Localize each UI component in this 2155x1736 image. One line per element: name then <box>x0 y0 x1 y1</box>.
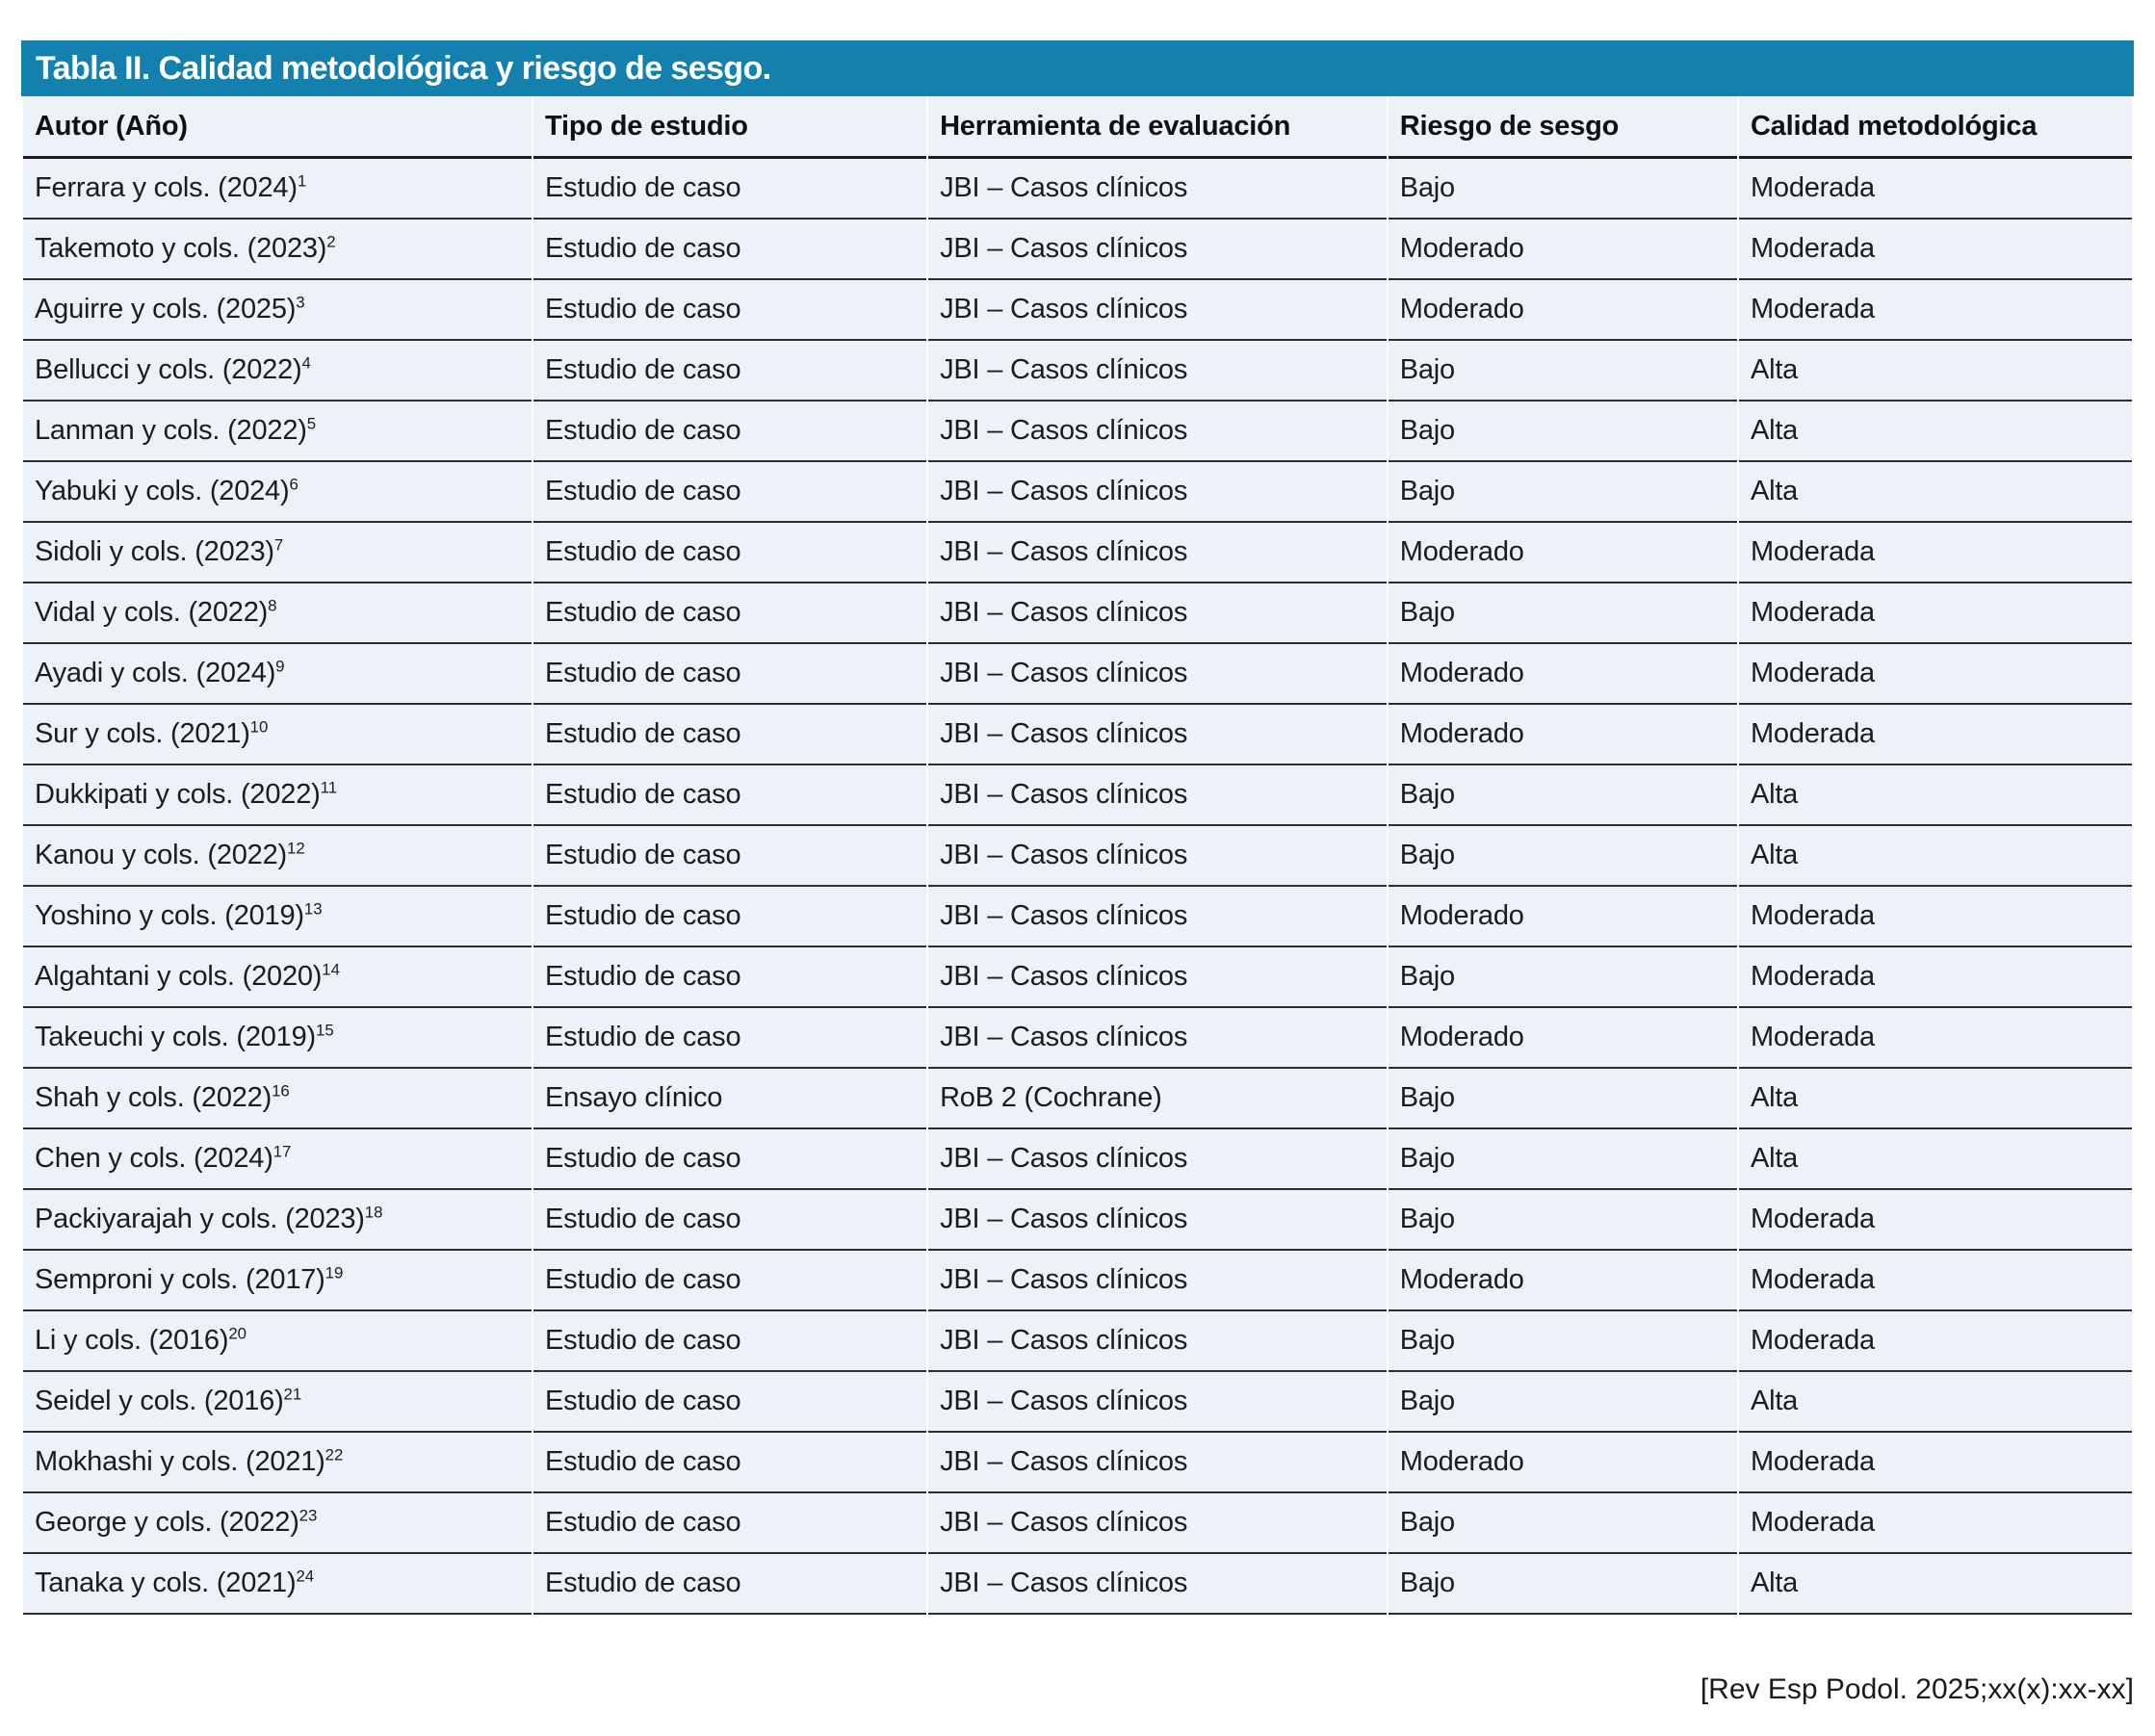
reference-superscript: 14 <box>322 960 340 979</box>
cell-riesgo: Moderado <box>1389 1251 1737 1311</box>
cell-herramienta: JBI – Casos clínicos <box>928 1433 1387 1493</box>
table-row <box>23 1493 2132 1554</box>
cell-calidad: Moderada <box>1739 644 2132 705</box>
cell-herramienta: JBI – Casos clínicos <box>928 523 1387 583</box>
cell-herramienta: JBI – Casos clínicos <box>928 705 1387 765</box>
cell-calidad: Moderada <box>1739 280 2132 341</box>
cell-tipo: Estudio de caso <box>533 1129 926 1190</box>
cell-tipo: Estudio de caso <box>533 1493 926 1554</box>
cell-calidad: Moderada <box>1739 1190 2132 1251</box>
table-row <box>23 1311 2132 1372</box>
col-header-autor: Autor (Año) <box>23 96 532 159</box>
reference-superscript: 6 <box>289 475 299 494</box>
cell-autor: Takeuchi y cols. $(2019)^{15}$ <box>23 1008 532 1069</box>
reference-superscript: 16 <box>272 1081 290 1101</box>
table-row <box>23 462 2132 523</box>
cell-autor: Chen y cols. $(2024)^{17}$ <box>23 1129 532 1190</box>
table-row <box>23 1008 2132 1069</box>
cell-riesgo: Bajo <box>1389 341 1737 402</box>
cell-herramienta: JBI – Casos clínicos <box>928 1008 1387 1069</box>
reference-superscript: 13 <box>303 899 323 919</box>
reference-superscript: 8 <box>268 596 277 615</box>
cell-calidad: Alta <box>1739 765 2132 826</box>
cell-herramienta: JBI – Casos clínicos <box>928 644 1387 705</box>
cell-calidad: Moderada <box>1739 705 2132 765</box>
cell-riesgo: Bajo <box>1389 159 1737 220</box>
cell-autor: Tanaka y cols. $(2021)^{24}$ <box>23 1554 532 1615</box>
cell-tipo: Estudio de caso <box>533 887 926 947</box>
cell-herramienta: JBI – Casos clínicos <box>928 583 1387 644</box>
cell-tipo: Estudio de caso <box>533 826 926 887</box>
cell-riesgo: Moderado <box>1389 705 1737 765</box>
cell-tipo: Estudio de caso <box>533 765 926 826</box>
cell-autor: Dukkipati y cols. $(2022)^{11}$ <box>23 765 532 826</box>
cell-herramienta: JBI – Casos clínicos <box>928 1311 1387 1372</box>
table-row <box>23 887 2132 947</box>
cell-tipo: Estudio de caso <box>533 1190 926 1251</box>
cell-autor: Yabuki y cols. $(2024)^6$ <box>23 462 532 523</box>
cell-herramienta: JBI – Casos clínicos <box>928 341 1387 402</box>
cell-tipo: Estudio de caso <box>533 220 926 280</box>
cell-herramienta: JBI – Casos clínicos <box>928 1251 1387 1311</box>
cell-calidad: Moderada <box>1739 220 2132 280</box>
cell-herramienta: JBI – Casos clínicos <box>928 887 1387 947</box>
cell-tipo: Estudio de caso <box>533 402 926 462</box>
reference-superscript: 7 <box>273 535 284 555</box>
cell-riesgo: Moderado <box>1389 220 1737 280</box>
table-row <box>23 1433 2132 1493</box>
table-row <box>23 765 2132 826</box>
cell-tipo: Estudio de caso <box>533 1554 926 1615</box>
cell-herramienta: JBI – Casos clínicos <box>928 1129 1387 1190</box>
table-row <box>23 1129 2132 1190</box>
cell-calidad: Moderada <box>1739 1008 2132 1069</box>
col-header-riesgo: Riesgo de sesgo <box>1389 96 1737 159</box>
cell-calidad: Moderada <box>1739 159 2132 220</box>
reference-superscript: 1 <box>297 171 307 191</box>
cell-calidad: Moderada <box>1739 1311 2132 1372</box>
reference-superscript: 4 <box>301 353 311 373</box>
reference-superscript: 21 <box>283 1385 302 1404</box>
reference-superscript: 10 <box>249 717 269 737</box>
cell-calidad: Moderada <box>1739 523 2132 583</box>
table-row <box>23 1190 2132 1251</box>
cell-autor: Packiyarajah y cols. $(2023)^{18}$ <box>23 1190 532 1251</box>
cell-autor: Sidoli y cols. $(2023)^7$ <box>23 523 532 583</box>
cell-tipo: Estudio de caso <box>533 947 926 1008</box>
cell-calidad: Alta <box>1739 826 2132 887</box>
cell-calidad: Moderada <box>1739 1251 2132 1311</box>
cell-herramienta: JBI – Casos clínicos <box>928 947 1387 1008</box>
table-row <box>23 159 2132 220</box>
cell-herramienta: JBI – Casos clínicos <box>928 159 1387 220</box>
cell-autor: Li y cols. $(2016)^{20}$ <box>23 1311 532 1372</box>
cell-herramienta: JBI – Casos clínicos <box>928 462 1387 523</box>
col-header-calidad: Calidad metodológica <box>1739 96 2132 159</box>
cell-herramienta: JBI – Casos clínicos <box>928 280 1387 341</box>
cell-riesgo: Moderado <box>1389 523 1737 583</box>
reference-superscript: 9 <box>275 657 285 676</box>
cell-tipo: Estudio de caso <box>533 583 926 644</box>
cell-riesgo: Bajo <box>1389 1311 1737 1372</box>
table-title-bar <box>21 40 2134 96</box>
table-body <box>23 159 2132 1615</box>
cell-herramienta: JBI – Casos clínicos <box>928 1554 1387 1615</box>
table-row <box>23 583 2132 644</box>
table-row <box>23 644 2132 705</box>
cell-tipo: Estudio de caso <box>533 1372 926 1433</box>
table-row <box>23 341 2132 402</box>
table-container <box>21 40 2134 1615</box>
cell-autor: Takemoto y cols. $(2023)^2$ <box>23 220 532 280</box>
cell-riesgo: Moderado <box>1389 1008 1737 1069</box>
cell-tipo: Estudio de caso <box>533 644 926 705</box>
cell-calidad: Alta <box>1739 402 2132 462</box>
cell-riesgo: Bajo <box>1389 1372 1737 1433</box>
cell-calidad: Alta <box>1739 341 2132 402</box>
cell-riesgo: Bajo <box>1389 1069 1737 1129</box>
header-row <box>23 96 2132 159</box>
cell-riesgo: Bajo <box>1389 1190 1737 1251</box>
cell-riesgo: Bajo <box>1389 826 1737 887</box>
cell-autor: George y cols. $(2022)^{23}$ <box>23 1493 532 1554</box>
cell-autor: Aguirre y cols. $(2025)^3$ <box>23 280 532 341</box>
col-header-tipo: Tipo de estudio <box>533 96 926 159</box>
cell-calidad: Moderada <box>1739 887 2132 947</box>
cell-calidad: Alta <box>1739 1372 2132 1433</box>
reference-superscript: 22 <box>325 1445 344 1464</box>
reference-superscript: 19 <box>325 1263 344 1283</box>
cell-riesgo: Bajo <box>1389 947 1737 1008</box>
reference-superscript: 24 <box>296 1567 315 1586</box>
cell-riesgo: Moderado <box>1389 280 1737 341</box>
cell-tipo: Estudio de caso <box>533 1433 926 1493</box>
cell-herramienta: RoB 2 (Cochrane) <box>928 1069 1387 1129</box>
cell-tipo: Ensayo clínico <box>533 1069 926 1129</box>
quality-table <box>21 96 2134 1615</box>
cell-riesgo: Bajo <box>1389 765 1737 826</box>
cell-autor: Ferrara y cols. $(2024)^1$ <box>23 159 532 220</box>
reference-superscript: 2 <box>326 232 336 251</box>
cell-tipo: Estudio de caso <box>533 705 926 765</box>
cell-autor: Yoshino y cols. $(2019)^{13}$ <box>23 887 532 947</box>
cell-autor: Ayadi y cols. $(2024)^9$ <box>23 644 532 705</box>
reference-superscript: 23 <box>299 1506 318 1525</box>
cell-autor: Sur y cols. $(2021)^{10}$ <box>23 705 532 765</box>
cell-calidad: Alta <box>1739 1554 2132 1615</box>
cell-riesgo: Bajo <box>1389 1493 1737 1554</box>
cell-riesgo: Bajo <box>1389 583 1737 644</box>
reference-superscript: 3 <box>296 293 305 312</box>
cell-riesgo: Bajo <box>1389 1554 1737 1615</box>
cell-autor: Algahtani y cols. $(2020)^{14}$ <box>23 947 532 1008</box>
journal-citation: [Rev Esp Podol. 2025;xx(x):xx-xx] <box>1700 1673 2134 1705</box>
cell-calidad: Alta <box>1739 462 2132 523</box>
table-row <box>23 705 2132 765</box>
cell-riesgo: Bajo <box>1389 1129 1737 1190</box>
cell-calidad: Moderada <box>1739 947 2132 1008</box>
table-row <box>23 1554 2132 1615</box>
cell-tipo: Estudio de caso <box>533 341 926 402</box>
cell-calidad: Alta <box>1739 1129 2132 1190</box>
cell-autor: Seidel y cols. $(2016)^{21}$ <box>23 1372 532 1433</box>
cell-herramienta: JBI – Casos clínicos <box>928 402 1387 462</box>
table-row <box>23 280 2132 341</box>
cell-riesgo: Bajo <box>1389 462 1737 523</box>
cell-autor: Mokhashi y cols. $(2021)^{22}$ <box>23 1433 532 1493</box>
col-header-herramienta: Herramienta de evaluación <box>928 96 1387 159</box>
cell-tipo: Estudio de caso <box>533 1008 926 1069</box>
cell-autor: Bellucci y cols. $(2022)^4$ <box>23 341 532 402</box>
cell-tipo: Estudio de caso <box>533 280 926 341</box>
cell-autor: Shah y cols. $(2022)^{16}$ <box>23 1069 532 1129</box>
reference-superscript: 17 <box>273 1142 292 1161</box>
cell-tipo: Estudio de caso <box>533 462 926 523</box>
cell-tipo: Estudio de caso <box>533 159 926 220</box>
cell-autor: Semproni y cols. $(2017)^{19}$ <box>23 1251 532 1311</box>
cell-herramienta: JBI – Casos clínicos <box>928 765 1387 826</box>
reference-superscript: 5 <box>306 414 317 433</box>
cell-autor: Kanou y cols. $(2022)^{12}$ <box>23 826 532 887</box>
cell-riesgo: Bajo <box>1389 402 1737 462</box>
cell-herramienta: JBI – Casos clínicos <box>928 1372 1387 1433</box>
reference-superscript: 20 <box>228 1324 247 1343</box>
cell-calidad: Moderada <box>1739 583 2132 644</box>
cell-herramienta: JBI – Casos clínicos <box>928 1190 1387 1251</box>
table-row <box>23 1372 2132 1433</box>
cell-tipo: Estudio de caso <box>533 1251 926 1311</box>
table-row <box>23 523 2132 583</box>
cell-riesgo: Moderado <box>1389 644 1737 705</box>
table-row <box>23 402 2132 462</box>
table-title: Tabla II. Calidad metodológica y riesgo de sesgo. <box>36 49 771 87</box>
reference-superscript: 12 <box>287 839 305 858</box>
cell-calidad: Moderada <box>1739 1433 2132 1493</box>
table-row <box>23 1069 2132 1129</box>
table-row <box>23 947 2132 1008</box>
table-row <box>23 1251 2132 1311</box>
cell-riesgo: Moderado <box>1389 1433 1737 1493</box>
table-row <box>23 826 2132 887</box>
table-row <box>23 220 2132 280</box>
cell-herramienta: JBI – Casos clínicos <box>928 1493 1387 1554</box>
cell-tipo: Estudio de caso <box>533 1311 926 1372</box>
cell-herramienta: JBI – Casos clínicos <box>928 826 1387 887</box>
cell-autor: Vidal y cols. $(2022)^8$ <box>23 583 532 644</box>
reference-superscript: 15 <box>316 1021 334 1040</box>
reference-superscript: 18 <box>364 1203 383 1222</box>
cell-herramienta: JBI – Casos clínicos <box>928 220 1387 280</box>
cell-tipo: Estudio de caso <box>533 523 926 583</box>
cell-calidad: Alta <box>1739 1069 2132 1129</box>
cell-autor: Lanman y cols. $(2022)^5$ <box>23 402 532 462</box>
reference-superscript: 11 <box>320 778 338 797</box>
cell-riesgo: Moderado <box>1389 887 1737 947</box>
cell-calidad: Moderada <box>1739 1493 2132 1554</box>
